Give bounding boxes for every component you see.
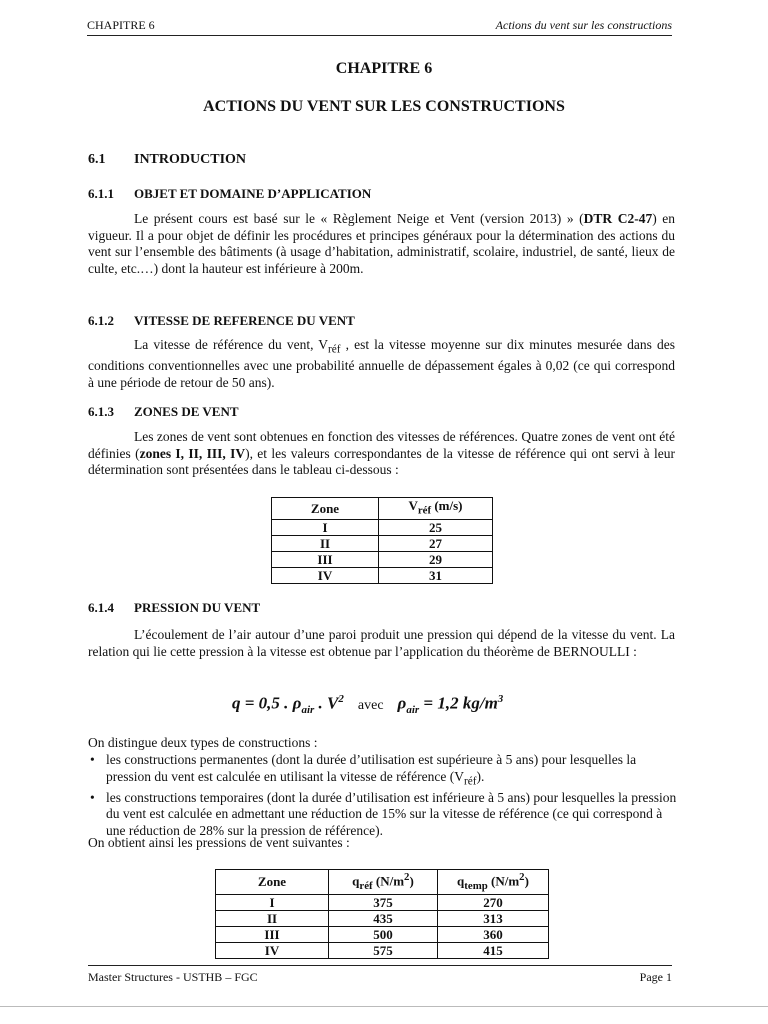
dtr-reference: DTR C2-47 (583, 211, 653, 226)
section-title: OBJET ET DOMAINE D’APPLICATION (134, 186, 372, 201)
types-outro: On obtient ainsi les pressions de vent suivantes : (88, 835, 350, 850)
section-title: PRESSION DU VENT (134, 600, 261, 615)
construction-types-list (88, 752, 678, 839)
table-row: II 435 313 (216, 910, 549, 926)
paragraph-pression: L’écoulement de l’air autour d’une paroi produit une pression qui dépend de la vitesse du vent. La relation qui lie cette pression à la vitesse est obtenue par l’application du théorème de BERNOULLI : (88, 627, 675, 659)
section-6-1-1-heading (88, 186, 371, 202)
paragraph-zones: Les zones de vent sont obtenues en fonction des vitesses de références. Quatre zones de vent ont été définies (zones I, II, III, IV), et les valeurs correspondantes de la vitesse de référence qui ont servi à leur détermination sont présentées dans le tableau ci-dessous : (88, 429, 675, 477)
table-row: IV 31 (272, 567, 493, 583)
table-row: III 29 (272, 551, 493, 567)
column-header-zone: Zone (272, 498, 379, 520)
scan-edge-line (0, 1006, 768, 1007)
section-6-1-heading (88, 152, 246, 168)
types-intro: On distingue deux types de constructions : (88, 735, 318, 750)
section-6-1-3-heading (88, 404, 239, 420)
list-item: • les constructions temporaires (dont la durée d’utilisation est inférieure à 5 ans) pour lesquelles la pression du vent est calculée en admettant une réduction de 15% sur la vitesse de référence (ce qui correspond à une réduction de 28% sur la pression de référence). (88, 790, 678, 840)
column-header-qref: $q_{réf}$ $(N/m^2)$ (329, 870, 438, 895)
section-6-1-4-heading (88, 600, 260, 616)
bernoulli-formula: q = 0,5 . $\rho_{air}$ . $V^2$ avec $\rho_{air} = 1,2$ $kg/m^3$ (232, 693, 504, 717)
chapter-number: CHAPITRE 6 (335, 60, 433, 77)
table-row: III 500 360 (216, 926, 549, 942)
section-title: ZONES DE VENT (134, 404, 239, 419)
footer-institution: Master Structures - USTHB – FGC (88, 970, 258, 984)
list-item: • les constructions permanentes (dont la durée d’utilisation est supérieure à 5 ans) pour lesquelles la pression du vent est calculée en utilisant la vitesse de référence $(V_{réf})$. (88, 752, 678, 790)
section-number: 6.1 (88, 152, 106, 167)
section-number: 6.1.3 (88, 404, 114, 419)
header-chapter: CHAPITRE 6 (87, 18, 155, 32)
header-title: Actions du vent sur les constructions (495, 18, 672, 32)
table-row: IV 575 415 (216, 942, 549, 958)
column-header-qtemp: $q_{temp}$ $(N/m^2)$ (438, 870, 549, 895)
section-title: INTRODUCTION (134, 152, 247, 167)
page-number: Page 1 (639, 970, 672, 984)
running-header (87, 18, 672, 36)
table-row: II 27 (272, 535, 493, 551)
wind-pressure-table (215, 869, 549, 959)
column-header-vref: $V_{réf}$ (m/s) (379, 498, 493, 520)
paragraph-vitesse: La vitesse de référence du vent, $V_{réf}$ , est la vitesse moyenne sur dix minutes mesurée dans des conditions conventionnelles avec une probabilité annuelle de dépassement égales à 0,02 (ce qui correspond à une période de retour de 50 ans). (88, 337, 676, 390)
wind-speed-table (271, 497, 493, 584)
section-number: 6.1.4 (88, 600, 114, 615)
table-row: I 375 270 (216, 894, 549, 910)
chapter-title: ACTIONS DU VENT SUR LES CONSTRUCTIONS (203, 98, 565, 115)
section-title: VITESSE DE REFERENCE DU VENT (134, 313, 355, 328)
table-row: I 25 (272, 519, 493, 535)
section-number: 6.1.2 (88, 313, 114, 328)
section-6-1-2-heading (88, 313, 355, 329)
column-header-zone: Zone (216, 870, 329, 895)
paragraph-objet: Le présent cours est basé sur le « Règlement Neige et Vent (version 2013) » (DTR C2-47) en vigueur. Il a pour objet de définir les procédures et principes généraux pour la détermination des actions du vent sur l’ensemble des bâtiments (à usage d’habitation, administratif, scolaire, industriel, de santé, lieux de culte, etc.…) dont la hauteur est inférieure à 200m. (88, 211, 675, 276)
section-number: 6.1.1 (88, 186, 114, 201)
running-footer (88, 965, 672, 985)
